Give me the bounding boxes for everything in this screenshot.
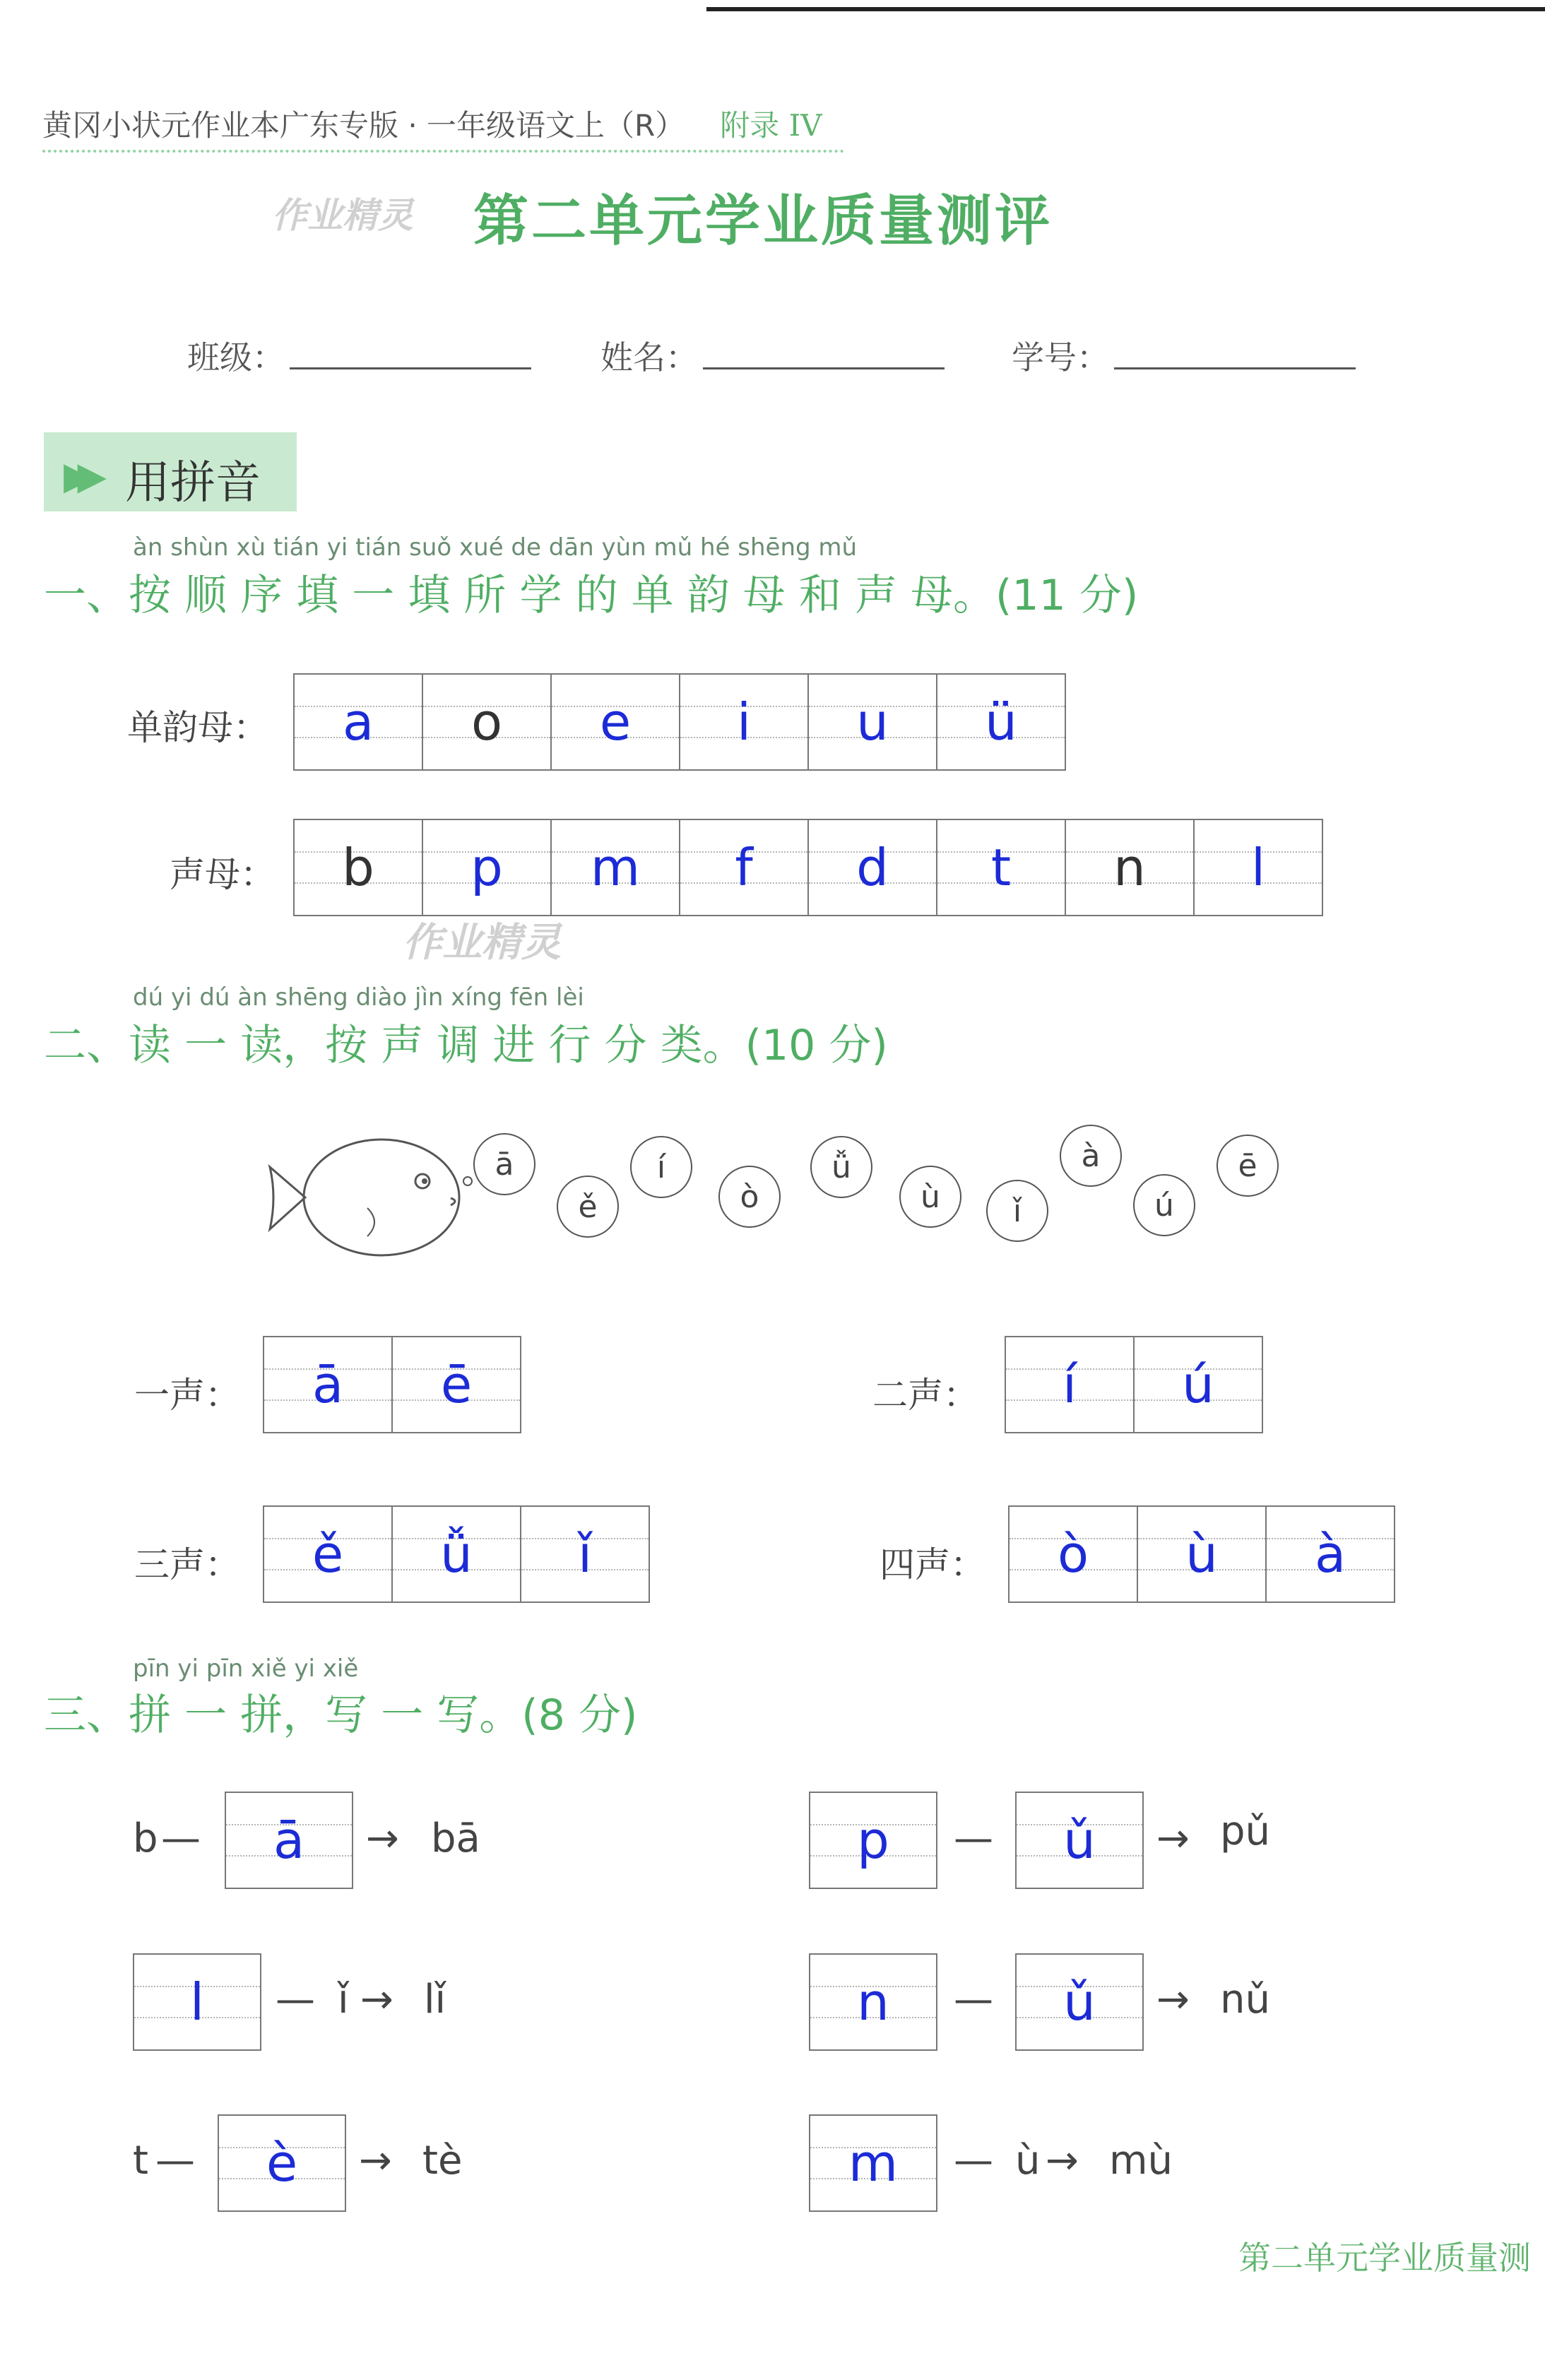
- section-label: 用拼音: [125, 457, 261, 509]
- initial-given: n: [1113, 838, 1146, 897]
- tone-answer: ǐ: [577, 1524, 592, 1584]
- initial-label: 声母：: [170, 854, 276, 895]
- initial-answer: f: [735, 838, 753, 897]
- q3-arrow: →: [366, 1816, 399, 1861]
- tone-answer: ē: [440, 1355, 473, 1414]
- class-label: 班级：: [187, 338, 285, 377]
- tone-answer: ǚ: [440, 1524, 473, 1584]
- scan-top-edge: [706, 7, 1545, 11]
- q3-answer-box[interactable]: [225, 1792, 353, 1889]
- q3-dash: —: [161, 1816, 201, 1861]
- tone-bubble: ò: [718, 1166, 781, 1228]
- q3-answer-box[interactable]: [218, 2114, 346, 2212]
- vowel-label: 单韵母：: [127, 707, 268, 748]
- q3-result: mù: [1109, 2138, 1173, 2184]
- tone-bubble: à: [1060, 1125, 1122, 1187]
- tone1-cell[interactable]: [393, 1336, 521, 1433]
- watermark-logo: [403, 911, 561, 968]
- vowel-answer: a: [342, 692, 374, 752]
- q3-dash: —: [276, 1977, 315, 2023]
- tone3-cell[interactable]: [521, 1505, 650, 1603]
- tone-bubble: ú: [1133, 1174, 1195, 1236]
- initial-cell[interactable]: [295, 819, 423, 916]
- q3-answer: p: [857, 1811, 889, 1870]
- class-field[interactable]: [290, 367, 531, 369]
- initial-cell[interactable]: [680, 819, 809, 916]
- vowel-cell[interactable]: [423, 673, 552, 771]
- book-header: [42, 102, 822, 145]
- vowel-grid: [293, 673, 1066, 771]
- tone2-label: 二声：: [872, 1375, 978, 1416]
- q3-initial: t: [133, 2138, 148, 2184]
- initial-grid: [293, 819, 1323, 916]
- page-title: 第二单元学业质量测评: [473, 189, 1053, 253]
- initial-cell[interactable]: [423, 819, 552, 916]
- q3-initial: b: [133, 1816, 158, 1861]
- initial-answer: l: [1250, 838, 1265, 897]
- double-arrow-icon: ▶▶: [64, 454, 92, 498]
- q3-answer: ǔ: [1063, 1811, 1096, 1870]
- tone-answer: ě: [312, 1524, 344, 1584]
- q3-final: ǐ: [338, 1977, 349, 2023]
- initial-cell[interactable]: [552, 819, 680, 916]
- initial-answer: p: [470, 838, 503, 897]
- vowel-cell[interactable]: [680, 673, 809, 771]
- fish-icon: [261, 1130, 473, 1265]
- tone-bubble: ǐ: [986, 1180, 1048, 1242]
- tone4-grid: [1008, 1505, 1395, 1603]
- q3-answer: è: [266, 2133, 298, 2193]
- q1-text: 一、按 顺 序 填 一 填 所 学 的 单 韵 母 和 声 母。(11 分): [44, 571, 1139, 620]
- tone-answer: ù: [1185, 1524, 1218, 1584]
- q3-answer-box[interactable]: [809, 1953, 937, 2051]
- vowel-cell[interactable]: [295, 673, 423, 771]
- initial-given: b: [342, 838, 374, 897]
- tone3-cell[interactable]: [393, 1505, 521, 1603]
- q3-result: nǔ: [1220, 1977, 1270, 2023]
- initial-cell[interactable]: [1066, 819, 1195, 916]
- vowel-cell[interactable]: [552, 673, 680, 771]
- vowel-given: o: [470, 692, 503, 752]
- initial-answer: m: [590, 838, 641, 897]
- tone3-grid: [263, 1505, 650, 1603]
- tone-answer: ú: [1182, 1355, 1214, 1414]
- watermark-logo: [272, 187, 413, 238]
- q3-arrow: →: [360, 1977, 393, 2023]
- tone2-cell[interactable]: [1135, 1336, 1263, 1433]
- tone2-grid: [1005, 1336, 1263, 1433]
- q3-arrow: →: [359, 2138, 392, 2184]
- vowel-answer: e: [599, 692, 632, 752]
- q3-answer-box[interactable]: [809, 2114, 937, 2212]
- q3-dash: —: [954, 1816, 993, 1861]
- q3-answer-box[interactable]: [133, 1953, 261, 2051]
- vowel-answer: ü: [985, 692, 1017, 752]
- vowel-cell[interactable]: [809, 673, 937, 771]
- vowel-answer: u: [856, 692, 889, 752]
- tone4-cell[interactable]: [1010, 1505, 1138, 1603]
- tone1-grid: [263, 1336, 521, 1433]
- watermark-text: 作业精灵: [403, 920, 561, 966]
- header-divider: [42, 150, 844, 153]
- q3-dash: —: [155, 2138, 195, 2184]
- q3-answer: ā: [273, 1811, 305, 1870]
- tone2-cell[interactable]: [1006, 1336, 1135, 1433]
- tone-bubble: ě: [557, 1176, 619, 1238]
- tone3-label: 三声：: [134, 1544, 240, 1585]
- tone1-label: 一声：: [134, 1375, 240, 1416]
- tone-answer: í: [1062, 1355, 1077, 1414]
- section-header: [44, 432, 297, 511]
- tone-bubble: ù: [899, 1166, 961, 1228]
- student-number-field[interactable]: [1114, 367, 1356, 369]
- tone-answer: ò: [1057, 1524, 1089, 1584]
- q2-pinyin: dú yi dú àn shēng diào jìn xíng fēn lèi: [133, 983, 584, 1012]
- q3-text: 三、拼 一 拼，写 一 写。(8 分): [44, 1691, 638, 1740]
- watermark-text: 作业精灵: [272, 195, 413, 236]
- q3-answer: m: [848, 2133, 899, 2193]
- q3-arrow: →: [1156, 1977, 1190, 2023]
- tone1-cell[interactable]: [264, 1336, 393, 1433]
- q3-result: lǐ: [424, 1977, 446, 2023]
- vowel-answer: i: [736, 692, 751, 752]
- q3-dash: —: [954, 2138, 993, 2184]
- q3-answer-box[interactable]: [1015, 1953, 1144, 2051]
- tone3-cell[interactable]: [264, 1505, 393, 1603]
- tone-bubble: ā: [473, 1133, 535, 1195]
- book-title: 黄冈小状元作业本广东专版 · 一年级语文上（R）: [42, 108, 685, 143]
- name-label: 姓名：: [600, 338, 698, 377]
- tone-bubble: í: [630, 1136, 692, 1198]
- q3-result: tè: [422, 2138, 463, 2184]
- q3-pinyin: pīn yi pīn xiě yi xiě: [133, 1654, 359, 1683]
- q3-dash: —: [954, 1977, 993, 2023]
- vowel-cell[interactable]: [937, 673, 1066, 771]
- initial-cell[interactable]: [1195, 819, 1323, 916]
- initial-answer: d: [856, 838, 889, 897]
- q3-arrow: →: [1046, 2138, 1079, 2184]
- q2-text: 二、读 一 读，按 声 调 进 行 分 类。(10 分): [44, 1021, 888, 1070]
- q3-answer-box[interactable]: [1015, 1792, 1144, 1889]
- initial-answer: t: [990, 838, 1012, 897]
- q3-arrow: →: [1156, 1816, 1190, 1861]
- q3-result: bā: [431, 1816, 480, 1861]
- page-footer: 第二单元学业质量测: [1238, 2239, 1531, 2277]
- q3-answer: ǔ: [1063, 1972, 1096, 2032]
- initial-cell[interactable]: [937, 819, 1066, 916]
- name-field[interactable]: [703, 367, 945, 369]
- appendix-label: 附录 IV: [720, 108, 822, 143]
- tone-answer: à: [1314, 1524, 1346, 1584]
- q3-answer-box[interactable]: [809, 1792, 937, 1889]
- q3-answer: l: [189, 1972, 204, 2032]
- tone-bubble: ē: [1217, 1135, 1279, 1197]
- tone4-cell[interactable]: [1267, 1505, 1395, 1603]
- q1-pinyin: àn shùn xù tián yi tián suǒ xué de dān yùn mǔ hé shēng mǔ: [133, 533, 858, 562]
- student-number-label: 学号：: [1012, 338, 1109, 377]
- initial-cell[interactable]: [809, 819, 937, 916]
- q3-final: ù: [1015, 2138, 1041, 2184]
- q3-result: pǔ: [1220, 1808, 1271, 1854]
- tone-bubble: ǚ: [810, 1136, 872, 1198]
- q3-answer: n: [857, 1972, 889, 2032]
- tone-answer: ā: [312, 1355, 344, 1414]
- tone4-label: 四声：: [880, 1544, 985, 1585]
- tone4-cell[interactable]: [1138, 1505, 1267, 1603]
